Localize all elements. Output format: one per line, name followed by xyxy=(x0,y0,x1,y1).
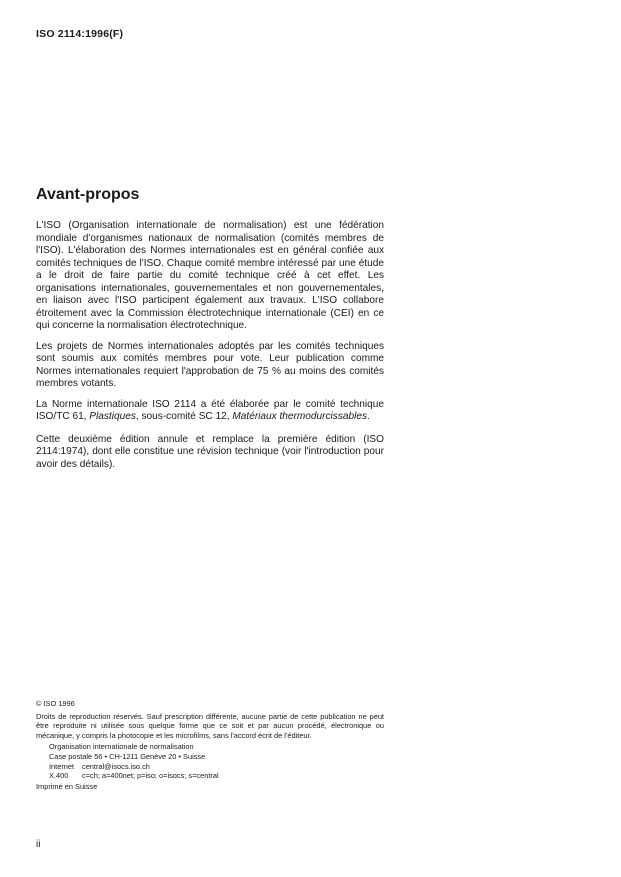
rights-notice: Droits de reproduction réservés. Sauf prescription différente, aucune partie de cette publication ne peut être reproduite ni utilisée sous quelque forme que ce soit et par aucun procédé, électronique ou mécanique, y compris la photocopie et les microfilms, sans l'accord écrit de l'éditeur. xyxy=(36,711,384,740)
foreword-body xyxy=(36,220,384,479)
internet-row xyxy=(49,762,384,772)
internet-label: Internet xyxy=(49,761,75,771)
x400-value: c=ch; a=400net; p=iso; o=isocs; s=central xyxy=(82,771,219,781)
paragraph-4: Cette deuxième édition annule et remplace la première édition (ISO 2114:1974), dont elle constitue une révision technique (voir l'introduction pour avoir des détails). xyxy=(36,433,384,470)
paragraph-1: L'ISO (Organisation internationale de normalisation) est une fédération mondiale d'organismes nationaux de normalisation (comités membres de l'ISO). L'élaboration des Normes internationales est en général confiée aux comités techniques de l'ISO. Chaque comité membre intéressé par une étude a le droit de faire partie du comité technique créé à cet effet. Les organisations internationales, gouvernementales et non gouvernementales, en liaison avec l'ISO participent également aux travaux. L'ISO collabore étroitement avec la Commission électrotechnique internationale (CEI) en ce qui concerne la normalisation électrotechnique. xyxy=(36,220,384,331)
postal-address: Case postale 56 • CH-1211 Genève 20 • Suisse xyxy=(49,751,206,761)
printed-in: Imprimé en Suisse xyxy=(36,781,98,791)
x400-label: X.400 xyxy=(49,771,69,781)
copyright-line: © ISO 1996 xyxy=(36,699,75,708)
internet-value: central@isocs.iso.ch xyxy=(82,761,150,771)
section-title: Avant-propos xyxy=(36,186,140,203)
paragraph-3-part1: La Norme internationale ISO 2114 a été élaborée par le comité technique ISO/TC 61, xyxy=(36,398,384,422)
publisher-address xyxy=(49,742,384,780)
paragraph-3-part2: , sous-comité SC 12, xyxy=(135,411,230,422)
paragraph-3 xyxy=(36,399,384,424)
paragraph-3-italic1: Plastiques xyxy=(89,411,136,422)
x400-row xyxy=(49,771,384,781)
paragraph-2: Les projets de Normes internationales adoptés par les comités techniques sont soumis aux comités membres pour vote. Leur publication comme Normes internationales requiert l'approbation de 75 % au moins des comités membres votants. xyxy=(36,340,384,389)
copyright-block xyxy=(36,699,384,791)
document-id-header: ISO 2114:1996(F) xyxy=(36,28,124,40)
paragraph-3-italic2: Matériaux thermodurcissables xyxy=(232,411,368,422)
paragraph-3-part3: . xyxy=(367,411,370,422)
org-name: Organisation internationale de normalisation xyxy=(49,742,194,752)
page-number: ii xyxy=(36,839,41,850)
